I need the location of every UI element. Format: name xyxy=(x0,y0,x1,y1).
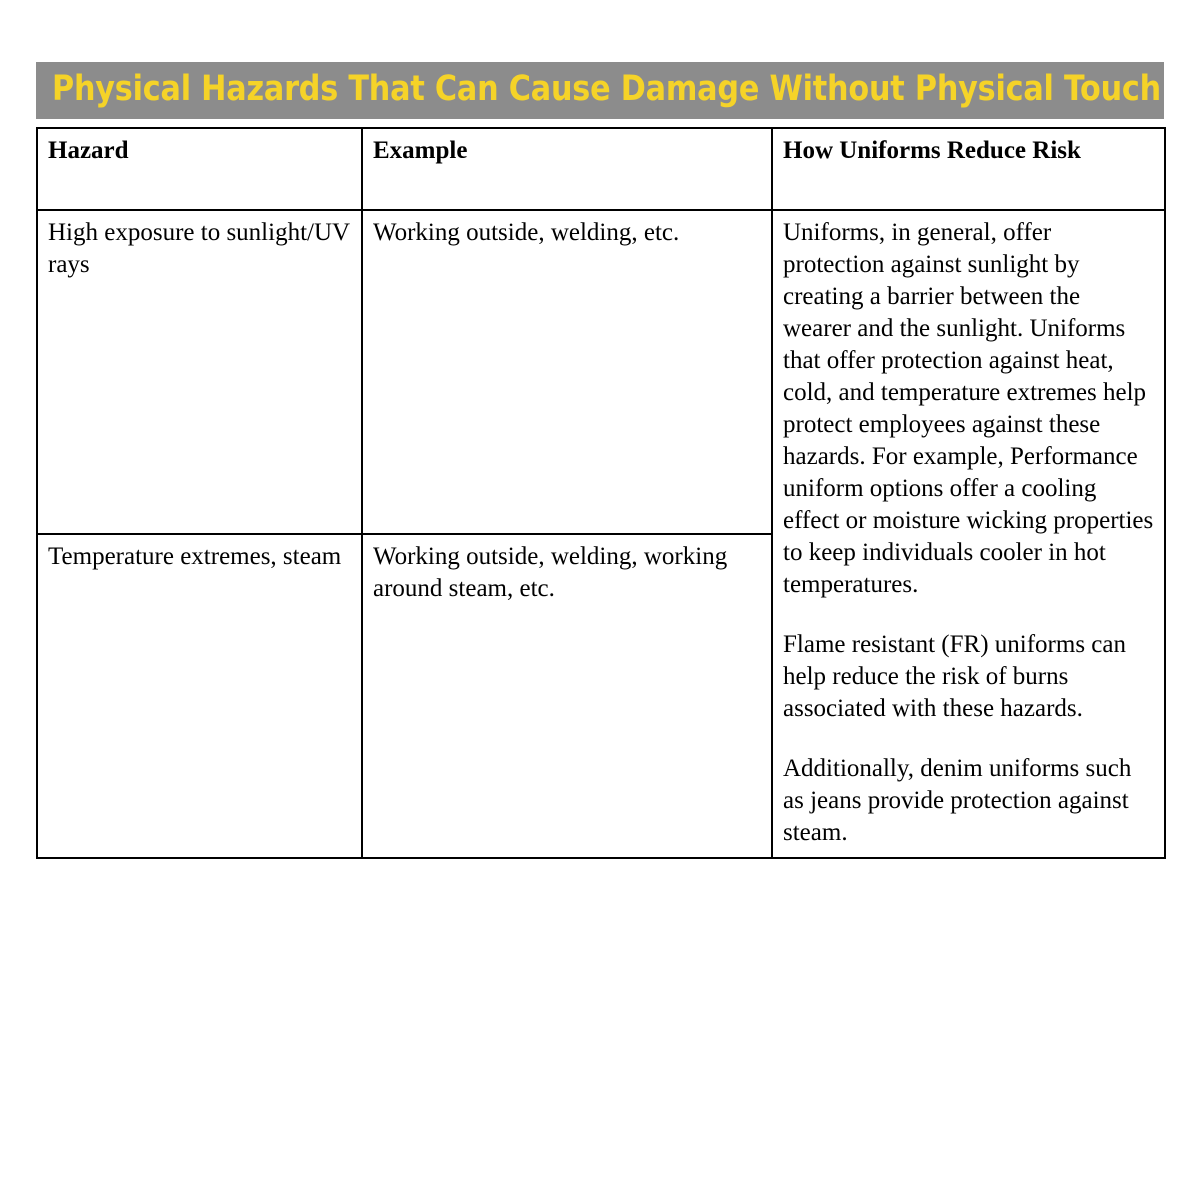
cell-hazard: Temperature extremes, steam xyxy=(37,534,362,858)
column-header-how-uniforms-reduce-risk: How Uniforms Reduce Risk xyxy=(772,128,1165,210)
cell-how-uniforms-reduce-risk xyxy=(772,210,1165,858)
page-title: Physical Hazards That Can Cause Damage Without Physical Touch xyxy=(52,69,1161,109)
column-header-example: Example xyxy=(362,128,772,210)
risk-paragraph-2: Flame resistant (FR) uniforms can help reduce the risk of burns associated with these hazards. xyxy=(783,630,1126,722)
hazards-table xyxy=(36,127,1166,859)
table-row xyxy=(37,210,1165,534)
column-header-hazard: Hazard xyxy=(37,128,362,210)
risk-paragraph-1: Uniforms, in general, offer protection against sunlight by creating a barrier between the wearer and the sunlight. Uniforms that offer protection against heat, cold, and temperature extremes help protect employees against these hazards. For example, Performance uniform options offer a cooling effect or moisture wicking properties to keep individuals cooler in hot temperatures. xyxy=(783,218,1154,598)
table-header-row xyxy=(37,128,1165,210)
cell-example: Working outside, welding, working around steam, etc. xyxy=(362,534,772,858)
cell-example: Working outside, welding, etc. xyxy=(362,210,772,534)
risk-paragraph-3: Additionally, denim uniforms such as jeans provide protection against steam. xyxy=(783,754,1132,846)
cell-hazard: High exposure to sunlight/UV rays xyxy=(37,210,362,534)
title-bar xyxy=(36,62,1164,119)
